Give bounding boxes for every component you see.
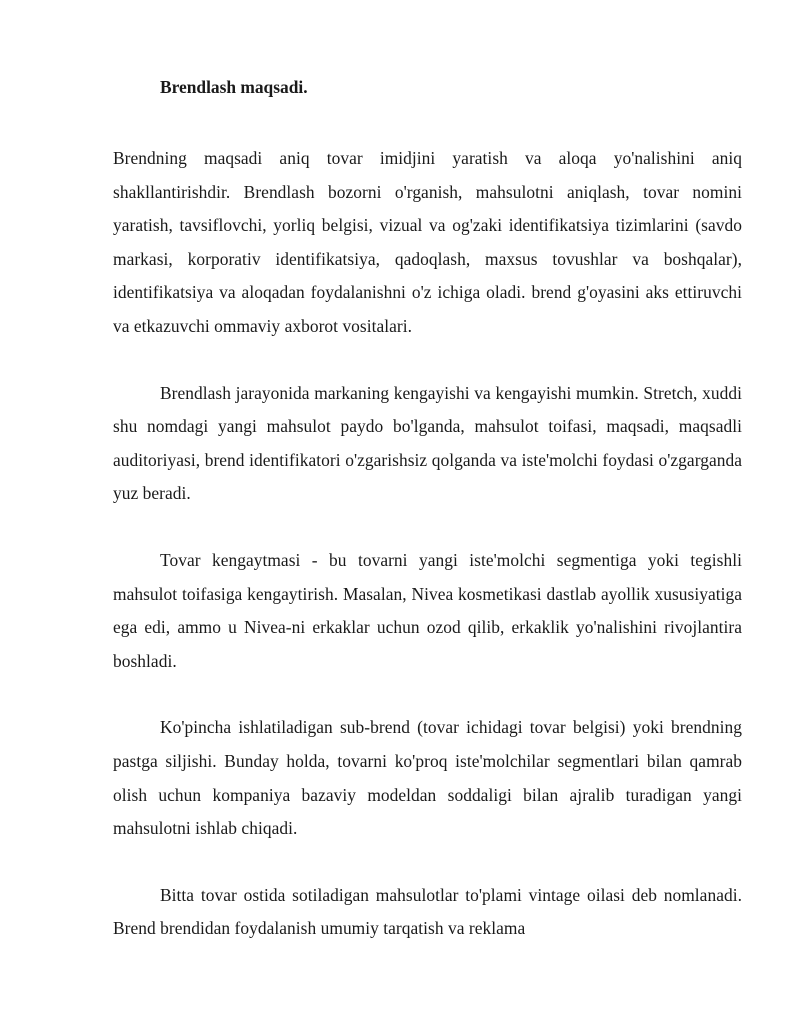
document-body <box>113 71 742 946</box>
paragraph-brand-goal: Brendning maqsadi aniq tovar imidjini yaratish va aloqa yo'nalishini aniq shakllantirishdir. Brendlash bozorni o'rganish, mahsulotni aniqlash, tovar nomini yaratish, tavsiflovchi, yorliq belgisi, vizual va og'zaki identifikatsiya tizimlarini (savdo markasi, korporativ identifikatsiya, qadoqlash, maxsus tovushlar va boshqalar), identifikatsiya va aloqadan foydalanishni o'z ichiga oladi. brend g'oyasini aks ettiruvchi va etkazuvchi ommaviy axborot vositalari. <box>113 148 742 336</box>
paragraph-brand-stretch: Brendlash jarayonida markaning kengayishi va kengayishi mumkin. Stretch, xuddi shu nomdagi yangi mahsulot paydo bo'lganda, mahsulot toifasi, maqsadi, maqsadli auditoriyasi, brend identifikatori o'zgarishsiz qolganda va iste'molchi foydasi o'zgarganda yuz beradi. <box>113 382 742 504</box>
section-heading: Brendlash maqsadi. <box>160 77 308 97</box>
paragraph-sub-brand: Ko'pincha ishlatiladigan sub-brend (tovar ichidagi tovar belgisi) yoki brendning pastga siljishi. Bunday holda, tovarni ko'proq iste'molchilar segmentlari bilan qamrab olish uchun kompaniya bazaviy modeldan soddaligi bilan ajralib turadigan yangi mahsulotni ishlab chiqadi. <box>113 717 742 839</box>
paragraph-brand-family: Bitta tovar ostida sotiladigan mahsulotlar to'plami vintage oilasi deb nomlanadi. Brend brendidan foydalanish umumiy tarqatish va reklama <box>113 884 742 939</box>
paragraph-brand-extension: Tovar kengaytmasi - bu tovarni yangi iste'molchi segmentiga yoki tegishli mahsulot toifasiga kengaytirish. Masalan, Nivea kosmetikasi dastlab ayollik xususiyatiga ega edi, ammo u Nivea-ni erkaklar uchun ozod qilib, erkaklik yo'nalishini rivojlantira boshladi. <box>113 549 742 671</box>
